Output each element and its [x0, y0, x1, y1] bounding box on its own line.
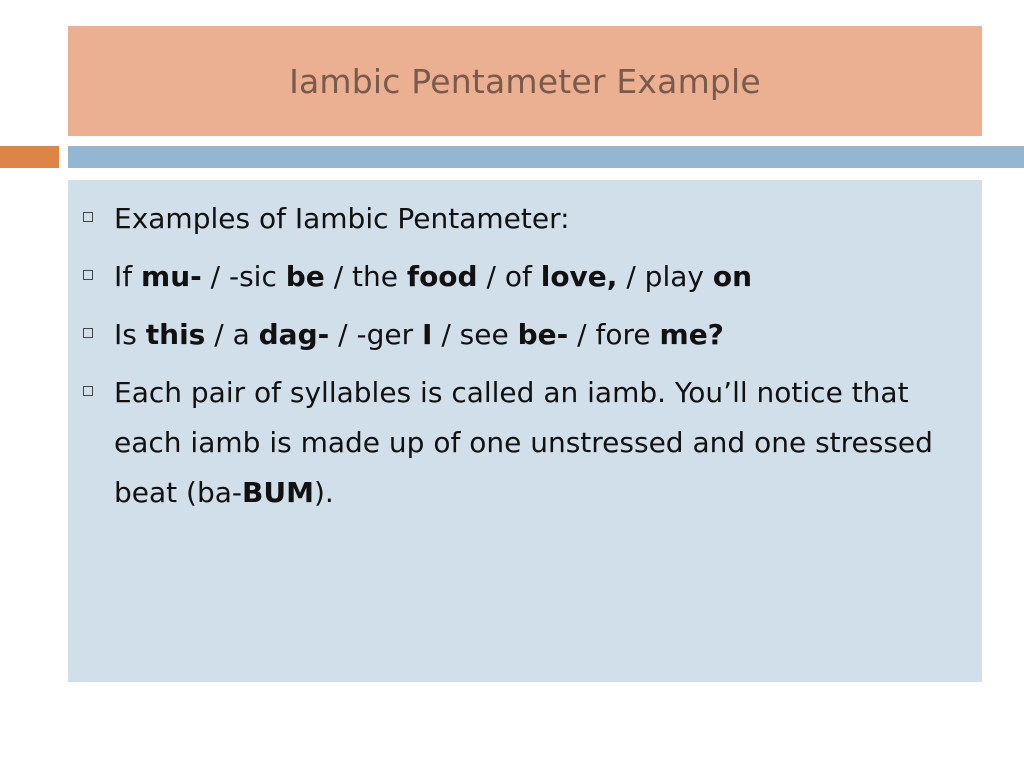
- stressed-syllable: me?: [659, 318, 724, 351]
- slide-title: Iambic Pentameter Example: [289, 61, 761, 101]
- bullet-item: [68, 194, 982, 244]
- text-segment: / of: [477, 260, 541, 293]
- content-box: [68, 180, 982, 682]
- bullet-item: [68, 368, 982, 518]
- bullet-text: Examples of Iambic Pentameter:: [114, 202, 570, 235]
- text-segment: / -ger: [329, 318, 422, 351]
- stressed-syllable: be: [285, 260, 325, 293]
- text-segment: Each pair of syllables is called an iamb. You’ll notice that each iamb is made up of one unstressed and one stressed beat (ba-: [114, 376, 933, 509]
- square-bullet-icon: [83, 386, 93, 396]
- stressed-syllable: mu-: [141, 260, 202, 293]
- text-segment: / fore: [568, 318, 660, 351]
- title-band: [68, 26, 982, 136]
- stressed-syllable: love,: [540, 260, 618, 293]
- bullet-item: [68, 252, 982, 302]
- stressed-syllable: on: [712, 260, 753, 293]
- square-bullet-icon: [83, 328, 93, 338]
- text-segment: / see: [432, 318, 518, 351]
- text-segment: ).: [313, 476, 334, 509]
- text-segment: Is: [114, 318, 146, 351]
- text-segment: / a: [205, 318, 259, 351]
- accent-bar-orange: [0, 146, 59, 168]
- text-segment: / play: [617, 260, 713, 293]
- text-segment: If: [114, 260, 142, 293]
- accent-bar-blue: [68, 146, 1024, 168]
- square-bullet-icon: [83, 212, 93, 222]
- square-bullet-icon: [83, 270, 93, 280]
- bullet-list: [68, 194, 982, 526]
- stressed-syllable: I: [422, 318, 433, 351]
- text-segment: / the: [324, 260, 407, 293]
- stressed-syllable: dag-: [258, 318, 330, 351]
- bullet-item: [68, 310, 982, 360]
- stressed-syllable: be-: [517, 318, 569, 351]
- stressed-syllable: BUM: [242, 476, 314, 509]
- stressed-syllable: food: [406, 260, 478, 293]
- text-segment: / -sic: [201, 260, 286, 293]
- stressed-syllable: this: [145, 318, 206, 351]
